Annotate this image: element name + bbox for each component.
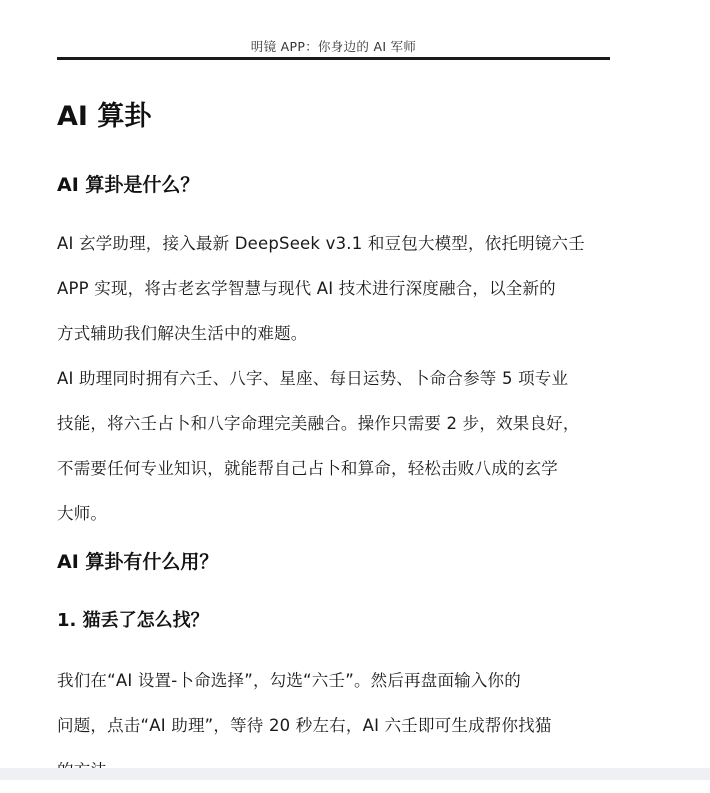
paragraph-line: 大师。	[57, 504, 108, 523]
header-divider	[57, 57, 610, 60]
section-heading-what: AI 算卦是什么？	[57, 174, 200, 196]
paragraph-line: APP 实现，将古老玄学智慧与现代 AI 技术进行深度融合，以全新的	[57, 279, 556, 298]
paragraph-line: 技能，将六壬占卜和八字命理完美融合。操作只需要 2 步，效果良好，	[57, 414, 580, 433]
section-heading-use: AI 算卦有什么用？	[57, 551, 219, 573]
paragraph-intro	[57, 221, 610, 356]
paragraph-line: 问题，点击“AI 助理”，等待 20 秒左右，AI 六壬即可生成帮你找猫	[57, 716, 552, 735]
page-title: AI 算卦	[57, 101, 152, 132]
viewer-bottom-edge	[0, 768, 710, 780]
paragraph-line: AI 助理同时拥有六壬、八字、星座、每日运势、卜命合参等 5 项专业	[57, 369, 569, 388]
paragraph-line: 我们在“AI 设置-卜命选择”，勾选“六壬”。然后再盘面输入你的	[57, 671, 521, 690]
subsection-heading-cat: 1. 猫丢了怎么找？	[57, 610, 209, 631]
paragraph-line: AI 玄学助理，接入最新 DeepSeek v3.1 和豆包大模型，依托明镜六壬	[57, 234, 585, 253]
paragraph-features	[57, 356, 610, 536]
paragraph-line: 方式辅助我们解决生活中的难题。	[57, 324, 308, 343]
paragraph-line: 不需要任何专业知识，就能帮自己占卜和算命，轻松击败八成的玄学	[57, 459, 558, 478]
running-header: 明镜 APP：你身边的 AI 军师	[250, 39, 417, 54]
